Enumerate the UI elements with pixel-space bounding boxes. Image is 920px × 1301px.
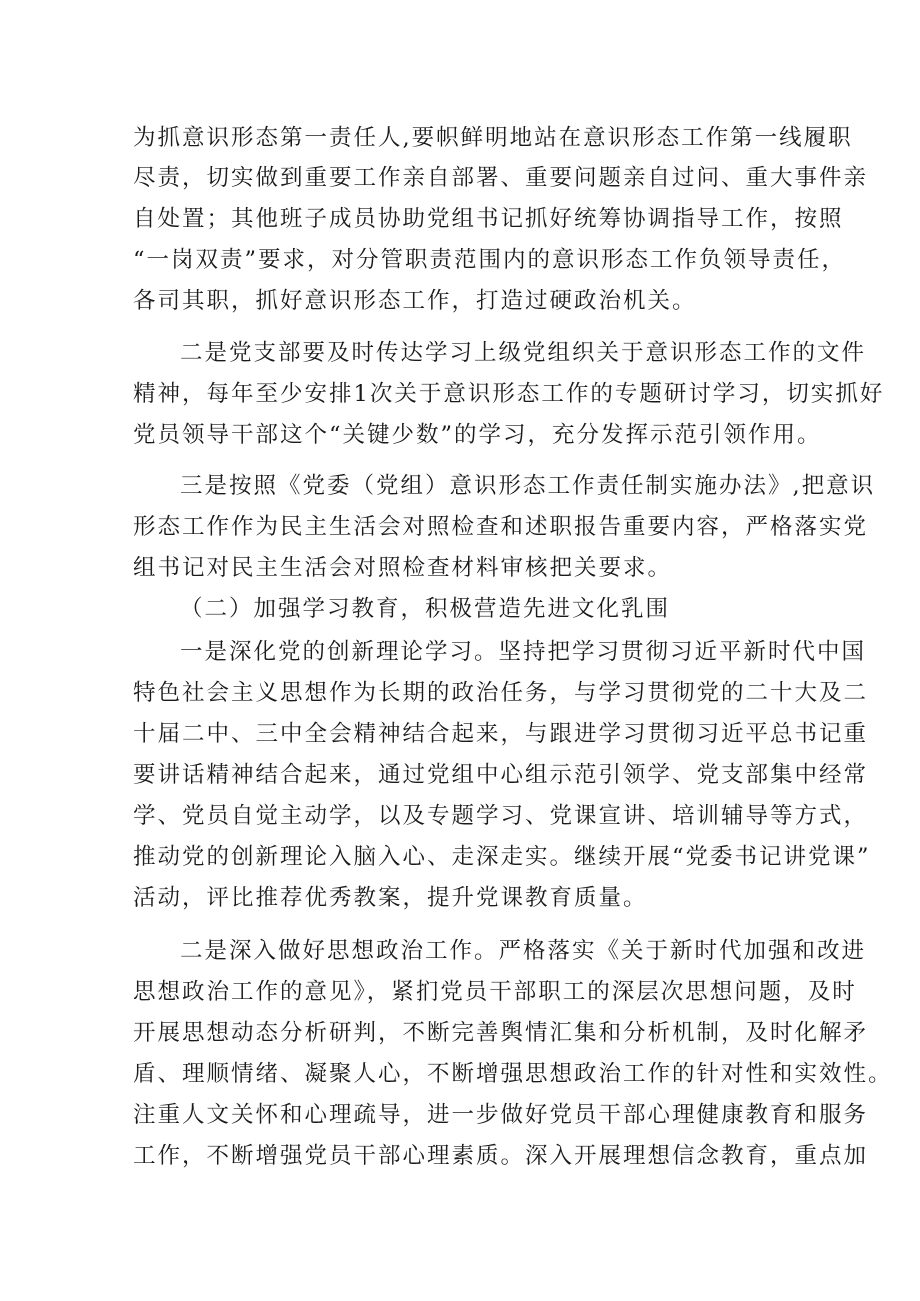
paragraph-line: 精神，每年至少安排1次关于意识形态工作的专题研讨学习，切实抓好: [133, 381, 885, 407]
heading-line: （二）加强学习教育，积极营造先进文化乳围: [180, 596, 671, 622]
paragraph-line: 形态工作作为民主生活会对照检查和述职报告重要内容，严格落实党: [133, 514, 869, 540]
paragraph-line: 一是深化党的创新理论学习。坚持把学习贯彻习近平新时代中国: [180, 639, 867, 665]
paragraph-line: 自处置；其他班子成员协助党组书记抓好统筹协调指导工作，按照: [133, 206, 844, 232]
paragraph-line: 盾、理顺情绪、凝聚人心，不断增强思想政治工作的针对性和实效性。: [133, 1061, 893, 1087]
paragraph-line: “一岗双责”要求，对分管职责范围内的意识形态工作负领导责任，: [133, 247, 847, 273]
paragraph-line: 注重人文关怀和心理疏导，进一步做好党员干部心理健康教育和服务: [133, 1102, 869, 1128]
paragraph-line: 工作，不断增强党员干部心理素质。深入开展理想信念教育，重点加: [133, 1143, 869, 1169]
paragraph-line: 党员领导干部这个“关键少数”的学习，充分发挥示范引领作用。: [133, 422, 822, 448]
paragraph-line: 要讲话精神结合起来，通过党组中心组示范引领学、党支部集中经常: [133, 762, 869, 788]
paragraph-line: 推动党的创新理论入脑入心、走深走实。继续开展“党委书记讲党课”: [133, 844, 871, 870]
paragraph-line: 为抓意识形态第一责任人,要帜鲜明地站在意识形态工作第一线履职: [133, 125, 853, 151]
paragraph-line: 组书记对民主生活会对照检查材料审核把关要求。: [133, 555, 673, 581]
paragraph-line: 活动，评比推荐优秀教案，提升党课教育质量。: [133, 885, 648, 911]
paragraph-line: 特色社会主义思想作为长期的政治任务，与学习贯彻党的二十大及二: [133, 680, 869, 706]
paragraph-line: 二是党支部要及时传达学习上级党组织关于意识形态工作的文件: [180, 340, 867, 366]
paragraph-line: 三是按照《党委（党组）意识形态工作责任制实施办法》,把意识: [180, 473, 876, 499]
paragraph-line: 开展思想动态分析研判，不断完善舆情汇集和分析机制，及时化解矛: [133, 1020, 869, 1046]
paragraph-line: 学、党员自觉主动学，以及专题学习、党课宣讲、培训辅导等方式，: [133, 803, 869, 829]
paragraph-line: 思想政治工作的意见》，紧扪党员干部职工的深层次思想问题，及时: [133, 979, 857, 1005]
paragraph-line: 尽责，切实做到重要工作亲自部署、重要问题亲自过问、重大事件亲: [133, 165, 869, 191]
paragraph-line: 二是深入做好思想政治工作。严格落实《关于新时代加强和改进: [180, 938, 867, 964]
paragraph-line: 各司其职，抓好意识形态工作，打造过硬政治机关。: [133, 288, 697, 314]
paragraph-line: 十届二中、三中全会精神结合起来，与跟进学习贯彻习近平总书记重: [133, 721, 869, 747]
